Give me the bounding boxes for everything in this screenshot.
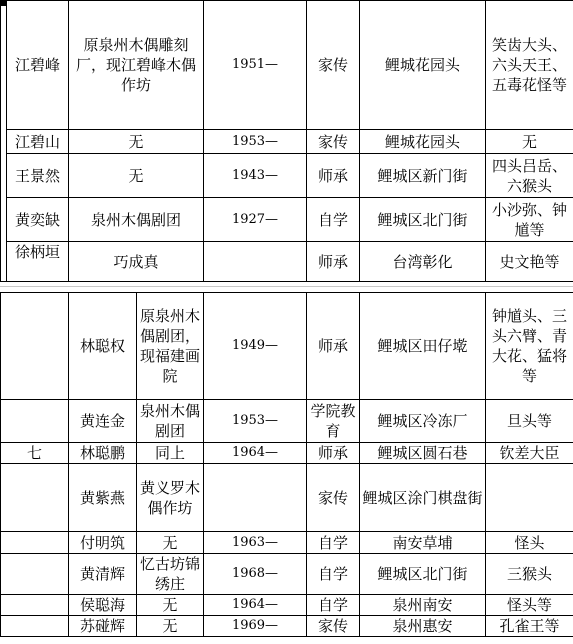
table-row [1,154,573,198]
place-cell: 南安草埔 [360,532,486,554]
place-cell: 鲤城区涂门棋盘街 [360,464,486,532]
unit-cell: 黄义罗木偶作坊 [137,464,204,532]
origin-cell: 自学 [307,554,360,595]
unit-cell: 无 [69,154,204,198]
origin-cell: 家传 [307,464,360,532]
origin-cell: 家传 [307,130,360,154]
unit-cell: 巧成真 [69,242,204,282]
year-cell: 1963— [204,532,307,554]
place-cell: 鲤城区圆石巷 [360,443,486,464]
origin-cell: 师承 [307,293,360,400]
origin-cell: 家传 [307,616,360,637]
table-row [1,293,573,400]
works-cell [486,464,573,532]
works-cell: 钟馗头、三头六臂、青大花、猛将等 [486,293,573,400]
year-cell [204,242,307,282]
works-cell: 怪头 [486,532,573,554]
table-row [1,464,573,532]
name-cell: 江碧峰 [7,1,69,130]
year-cell: 1953— [204,130,307,154]
table-row [1,554,573,595]
seq-cell [1,616,69,637]
place-cell: 鲤城区田仔墘 [360,293,486,400]
unit-cell: 无 [137,595,204,616]
name-cell: 林聪权 [69,293,137,400]
place-cell: 泉州惠安 [360,616,486,637]
origin-cell: 师承 [307,242,360,282]
origin-cell: 师承 [307,443,360,464]
name-cell: 江碧山 [7,130,69,154]
works-cell: 三猴头 [486,554,573,595]
works-cell: 小沙弥、钟馗等 [486,198,573,242]
year-cell [204,464,307,532]
year-cell: 1968— [204,554,307,595]
origin-cell: 自学 [307,532,360,554]
place-cell: 泉州南安 [360,595,486,616]
table-lower [0,292,573,637]
unit-cell: 泉州木偶剧团 [137,400,204,443]
table-row [1,400,573,443]
unit-cell: 无 [69,130,204,154]
place-cell: 台湾彰化 [360,242,486,282]
place-cell: 鲤城区北门街 [360,554,486,595]
year-cell: 1927— [204,198,307,242]
works-cell: 旦头等 [486,400,573,443]
table-row [1,198,573,242]
table-row [1,130,573,154]
name-cell: 黄紫燕 [69,464,137,532]
name-cell: 黄奕缺 [7,198,69,242]
works-cell: 孔雀王等 [486,616,573,637]
year-cell: 1951— [204,1,307,130]
origin-cell: 师承 [307,154,360,198]
name-cell: 黄连金 [69,400,137,443]
unit-cell: 无 [137,616,204,637]
works-cell: 史文艳等 [486,242,573,282]
year-cell: 1943— [204,154,307,198]
year-cell: 1964— [204,443,307,464]
place-cell: 鲤城区北门街 [360,198,486,242]
table-row [1,532,573,554]
year-cell: 1949— [204,293,307,400]
name-cell: 林聪鹏 [69,443,137,464]
seq-cell [1,293,69,400]
origin-cell: 自学 [307,595,360,616]
seq-cell [1,595,69,616]
year-cell: 1969— [204,616,307,637]
seq-cell [1,464,69,532]
table-row [1,242,573,282]
year-cell: 1953— [204,400,307,443]
place-cell: 鲤城区新门街 [360,154,486,198]
place-cell: 鲤城花园头 [360,130,486,154]
unit-cell: 原泉州木偶剧团，现福建画院 [137,293,204,400]
works-cell: 无 [486,130,573,154]
name-cell: 侯聪海 [69,595,137,616]
works-cell: 笑齿大头、六头天王、五毒花怪等 [486,1,573,130]
works-cell: 钦差大臣 [486,443,573,464]
table-row [1,1,573,130]
table-row [1,616,573,637]
unit-cell: 原泉州木偶雕刻厂，现江碧峰木偶作坊 [69,1,204,130]
table-upper [0,0,573,282]
place-cell: 鲤城区冷冻厂 [360,400,486,443]
origin-cell: 自学 [307,198,360,242]
name-cell: 付明筑 [69,532,137,554]
unit-cell: 忆古坊锦绣庄 [137,554,204,595]
page-break [0,282,573,292]
works-cell: 四头吕岳、六猴头 [486,154,573,198]
name-cell: 黄清辉 [69,554,137,595]
year-cell: 1964— [204,595,307,616]
seq-cell [1,532,69,554]
corner-mark [0,0,6,6]
name-cell: 王景然 [7,154,69,198]
page-break-line [0,286,573,287]
name-cell: 苏碰辉 [69,616,137,637]
table-row [1,595,573,616]
unit-cell: 无 [137,532,204,554]
name-cell: 徐柄垣 [7,242,69,282]
unit-cell: 同上 [137,443,204,464]
place-cell: 鲤城花园头 [360,1,486,130]
works-cell: 怪头等 [486,595,573,616]
seq-cell: 七 [1,443,69,464]
table-row [1,443,573,464]
origin-cell: 家传 [307,1,360,130]
seq-cell [1,554,69,595]
seq-cell [1,400,69,443]
unit-cell: 泉州木偶剧团 [69,198,204,242]
origin-cell: 学院教育 [307,400,360,443]
